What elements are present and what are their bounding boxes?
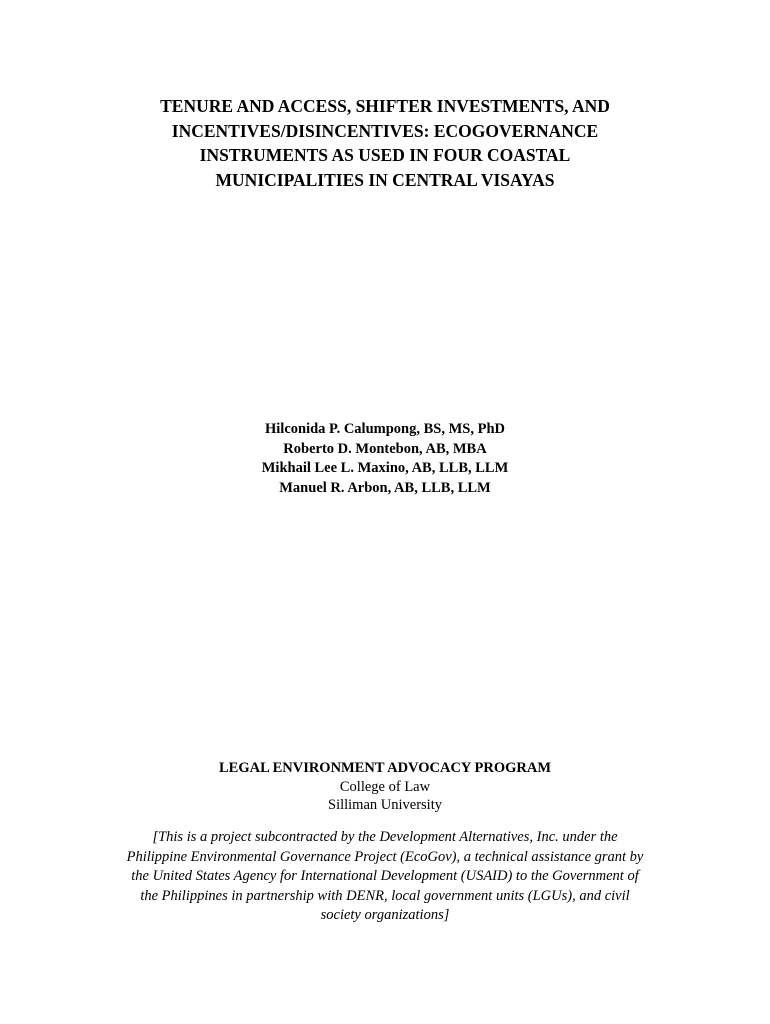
title-line-4: MUNICIPALITIES IN CENTRAL VISAYAS	[215, 169, 555, 190]
document-title	[85, 94, 685, 192]
note-line-2: Philippine Environmental Governance Project (EcoGov), a technical assistance grant by	[126, 848, 644, 865]
project-note	[100, 828, 670, 926]
author-4: Manuel R. Arbon, AB, LLB, LLM	[279, 479, 491, 496]
program-name: LEGAL ENVIRONMENT ADVOCACY PROGRAM	[218, 760, 552, 776]
title-line-3: INSTRUMENTS AS USED IN FOUR COASTAL	[199, 145, 571, 165]
author-3: Mikhail Lee L. Maxino, AB, LLB, LLM	[261, 460, 509, 476]
note-line-4: the Philippines in partnership with DENR, local government units (LGUs), and civil	[140, 887, 630, 904]
author-1: Hilconida P. Calumpong, BS, MS, PhD	[265, 421, 505, 437]
title-line-1: TENURE AND ACCESS, SHIFTER INVESTMENTS, AND	[160, 96, 610, 116]
title-line-2: INCENTIVES/DISINCENTIVES: ECOGOVERNANCE	[171, 120, 599, 141]
note-line-5: society organizations]	[320, 907, 450, 923]
author-2: Roberto D. Montebon, AB, MBA	[283, 440, 487, 457]
university-name: Silliman University	[328, 797, 442, 813]
organization-block	[85, 759, 685, 815]
college-name: College of Law	[339, 778, 431, 795]
note-line-3: the United States Agency for International Development (USAID) to the Government of	[131, 868, 639, 884]
note-line-1: [This is a project subcontracted by the Development Alternatives, Inc. under the	[152, 829, 618, 845]
author-list	[85, 420, 685, 498]
